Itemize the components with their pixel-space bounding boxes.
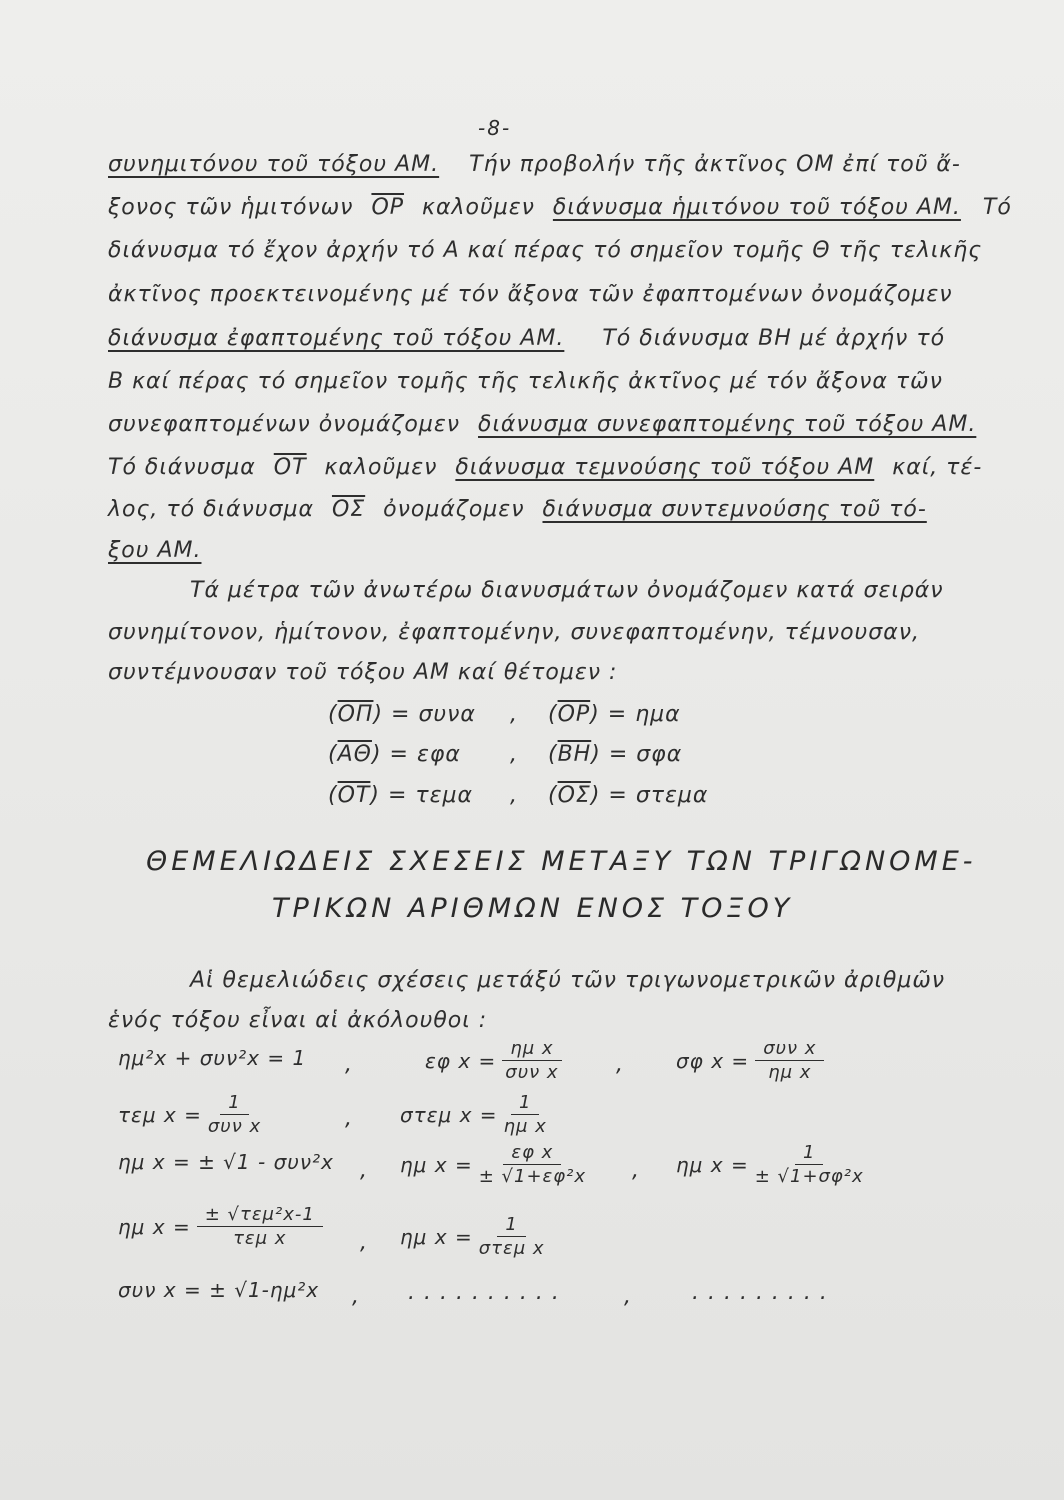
fraction-numerator: 1 (795, 1142, 823, 1165)
formula-sine-from-cosecant (400, 1214, 545, 1259)
vector-label: $\overline{OT}$ (337, 783, 371, 808)
underlined-term: διάνυσμα τεμνούσης τοῦ τόξου ΑΜ (455, 455, 875, 480)
definition-value: = σφα (608, 742, 683, 767)
vector-label: $\overline{BH}$ (557, 742, 592, 767)
formula-lhs: ημ x = (118, 1214, 191, 1239)
formula-lhs: σφ x = (676, 1048, 750, 1073)
fraction (479, 1214, 545, 1259)
formula-sine-from-cosine: ημ x = ± √1 - συν²x (118, 1150, 334, 1174)
fraction-numerator: ημ x (502, 1038, 561, 1061)
text-run: καλοῦμεν (422, 195, 535, 220)
formula-comma: , (616, 1052, 624, 1077)
text-run: λος, τό διάνυσμα (108, 497, 314, 522)
formula-sine-from-tangent (400, 1142, 586, 1187)
formula-comma: , (632, 1158, 640, 1183)
fraction-numerator: 1 (511, 1092, 539, 1115)
formula-lhs: ημ x = (676, 1152, 749, 1177)
vector-label: $\overline{A\Theta}$ (337, 742, 372, 767)
text-run: καλοῦμεν (324, 455, 438, 480)
definition-secant: $(\overline{OT}) = \tau\varepsilon\mu\alpha$ (328, 783, 473, 808)
fraction-denominator: ημ x (503, 1116, 547, 1137)
formula-sine-from-cotangent (676, 1142, 864, 1187)
formula-comma: , (345, 1052, 353, 1077)
underlined-term: διάνυσμα ἐφαπτομένης τοῦ τόξου ΑΜ. (108, 326, 565, 351)
formula-comma: , (360, 1158, 368, 1183)
p2-line-3: συντέμνουσαν τοῦ τόξου ΑΜ καί θέτομεν : (108, 660, 618, 685)
p3-line-1: Αἱ θεμελιώδεις σχέσεις μετάξύ τῶν τριγωνομετρικῶν ἀριθμῶν (190, 968, 946, 993)
text-run: συνεφαπτομένων ὀνομάζομεν (108, 412, 461, 437)
vector-label: $\overline{OP}$ (557, 702, 591, 727)
fraction-numerator: ± √τεμ²x-1 (197, 1204, 323, 1227)
definition-comma: , (510, 702, 518, 727)
fraction-denominator: συν x (207, 1116, 262, 1137)
underlined-term: συνημιτόνου τοῦ τόξου ΑΜ. (108, 152, 440, 177)
fraction-denominator: τεμ x (233, 1228, 287, 1249)
formula-cosine-from-sine: συν x = ± √1-ημ²x (118, 1278, 320, 1302)
formula-comma: , (345, 1106, 353, 1131)
fraction-denominator: ± √1+σφ²x (754, 1166, 864, 1187)
formula-lhs: ημ x = (400, 1152, 473, 1177)
p1-line-5 (108, 326, 945, 351)
fraction-numerator: 1 (497, 1214, 525, 1237)
fraction (479, 1142, 586, 1187)
formula-pythagorean: ημ²x + συν²x = 1 (118, 1046, 307, 1070)
formula-comma: , (360, 1230, 368, 1255)
p1-line-9 (108, 497, 927, 522)
fraction-denominator: συν x (505, 1062, 559, 1083)
continuation-dots: . . . . . . . . . (692, 1280, 828, 1305)
formula-lhs: εφ x = (425, 1048, 497, 1073)
p1-line-6: Β καί πέρας τό σημεῖον τομῆς τῆς τελικῆς ἀκτῖνος μέ τόν ἄξονα τῶν (108, 369, 943, 394)
definition-cosine: $(\overline{O\Pi}) = \sigma\upsilon\nu\alpha$ (328, 702, 476, 727)
vector-label: $\overline{O\Pi}$ (337, 702, 374, 727)
text-run: ὀνομάζομεν (383, 497, 525, 522)
p1-line-2 (108, 195, 1012, 220)
fraction-numerator: 1 (220, 1092, 248, 1115)
formula-sine-from-secant (118, 1204, 323, 1249)
vector-label: $\overline{O\Sigma}$ (331, 497, 366, 522)
fraction-denominator: στεμ x (478, 1238, 545, 1259)
formula-cotangent (676, 1038, 824, 1083)
definition-cosecant: $(\overline{O\Sigma}) = \sigma\tau\varepsilon\mu\alpha$ (548, 783, 709, 808)
p1-line-10: ξου ΑΜ. (108, 538, 202, 563)
formula-secant (118, 1092, 261, 1137)
text-run: Τό διάνυσμα ΒΗ μέ ἀρχήν τό (602, 326, 946, 351)
fraction (755, 1142, 864, 1187)
formula-tangent (425, 1038, 562, 1083)
definition-value: = τεμα (387, 783, 473, 808)
p1-line-7 (108, 412, 976, 437)
p2-line-2: συνημίτονον, ἡμίτονον, ἐφαπτομένην, συνεφαπτομένην, τέμνουσαν, (108, 620, 920, 645)
p1-line-8 (108, 455, 982, 480)
formula-lhs: τεμ x = (118, 1102, 202, 1127)
fraction-numerator: εφ x (503, 1142, 561, 1165)
continuation-dots: . . . . . . . . . . (408, 1280, 560, 1305)
section-heading-line-1: ΘΕΜΕΛΙΩΔΕΙΣ ΣΧΕΣΕΙΣ ΜΕΤΑΞΥ ΤΩΝ ΤΡΙΓΩΝΟΜΕ- (146, 846, 977, 877)
underlined-term: διάνυσμα ἡμιτόνου τοῦ τόξου ΑΜ. (552, 195, 961, 220)
fraction (208, 1092, 261, 1137)
p3-line-2: ἑνός τόξου εἶναι αἱ ἀκόλουθοι : (108, 1008, 488, 1033)
formula-comma: , (624, 1284, 632, 1309)
definition-value: = ημα (607, 702, 681, 727)
fraction (755, 1038, 824, 1083)
fraction (504, 1092, 547, 1137)
formula-lhs: στεμ x = (400, 1102, 498, 1127)
p1-line-3: διάνυσμα τό ἔχον ἀρχήν τό Α καί πέρας τό σημεῖον τομῆς Θ τῆς τελικῆς (108, 238, 983, 263)
vector-label: $\overline{OT}$ (273, 455, 307, 480)
definition-cotangent: $(\overline{BH}) = \sigma\varphi\alpha$ (548, 742, 683, 767)
fraction-denominator: ημ x (768, 1062, 812, 1083)
text-run: Τό διάνυσμα (108, 455, 256, 480)
definition-comma: , (510, 742, 518, 767)
definition-value: = στεμα (608, 783, 709, 808)
definition-value: = εφα (389, 742, 461, 767)
definition-tangent: $(\overline{A\Theta}) = \varepsilon\varphi\alpha$ (328, 742, 461, 767)
fraction (502, 1038, 561, 1083)
formula-cosecant (400, 1092, 547, 1137)
text-run: καί, τέ- (892, 455, 983, 480)
formula-lhs: ημ x = (400, 1224, 473, 1249)
page-number: -8- (478, 116, 512, 140)
vector-label: $\overline{O\Sigma}$ (557, 783, 591, 808)
text-run: Τό (982, 195, 1012, 220)
definition-value: = συνα (391, 702, 476, 727)
p1-line-1 (108, 152, 961, 177)
fraction-numerator: συν x (755, 1038, 824, 1061)
text-run: Τήν προβολήν τῆς ἀκτῖνος ΟΜ ἐπί τοῦ ἄ- (469, 152, 961, 177)
definition-comma: , (510, 783, 518, 808)
text-run: ξονος τῶν ἡμιτόνων (108, 195, 354, 220)
underlined-term: διάνυσμα συντεμνούσης τοῦ τό- (542, 497, 927, 522)
fraction (197, 1204, 323, 1249)
underlined-term: διάνυσμα συνεφαπτομένης τοῦ τόξου ΑΜ. (478, 412, 977, 437)
vector-label: $\overline{OP}$ (371, 195, 405, 220)
formula-comma: , (352, 1284, 360, 1309)
definition-sine: $(\overline{OP}) = \eta\mu\alpha$ (548, 702, 681, 727)
p1-line-4: ἀκτῖνος προεκτεινομένης μέ τόν ἄξονα τῶν ἐφαπτομένων ὀνομάζομεν (108, 282, 953, 307)
section-heading-line-2: ΤΡΙΚΩΝ ΑΡΙΘΜΩΝ ΕΝΟΣ ΤΟΞΟΥ (272, 893, 794, 924)
p2-line-1: Τά μέτρα τῶν ἀνωτέρω διανυσμάτων ὀνομάζομεν κατά σειράν (190, 578, 944, 603)
fraction-denominator: ± √1+εφ²x (478, 1166, 586, 1187)
